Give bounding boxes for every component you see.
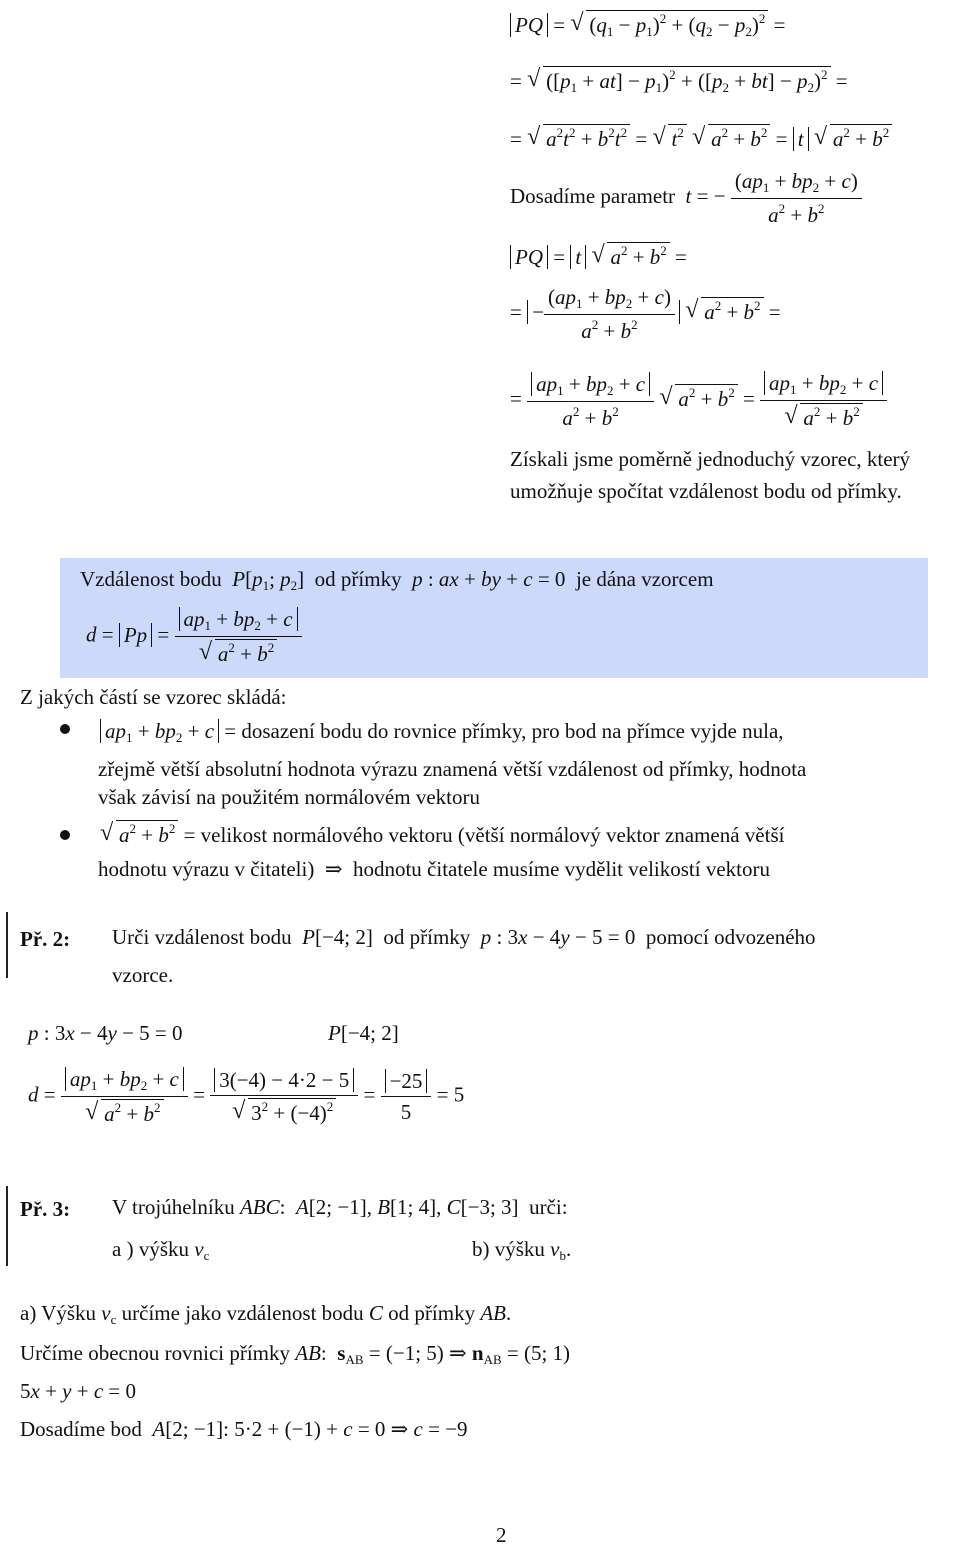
- param-line: Dosadíme parametr t = − $\frac{(ap_1 + bp_2 + c)}{a^2 + b^2}$: [510, 168, 862, 229]
- derivation-conclusion: Získali jsme poměrně jednoduchý vzorec, který umožňuje spočítat vzdálenost bodu od přímky.: [510, 447, 911, 503]
- implies-arrow-icon: ⇒: [324, 857, 343, 881]
- page-number: 2: [496, 1523, 507, 1547]
- parts-item-1-cont2: však závisí na použitém normálovém vektoru: [98, 785, 480, 809]
- example-2-label: Př. 2:: [20, 927, 71, 951]
- parts-item-2: √ $a^2 + b^2$ = velikost normálového vektoru (větší normálový vektor znamená větší: [100, 820, 784, 848]
- derivation-line-7: = $\frac{ap_1 + bp_2 + c}{a^2 + b^2}$ √ $a^2 + b^2$ = $ap_1 + bp_2 + c$ √ $a^2 + b^2$: [510, 370, 887, 432]
- example-3-task-b: b) výšku $v_b$.: [472, 1237, 572, 1263]
- bullet-2: [60, 830, 70, 840]
- highlight-sentence: Vzdálenost bodu $P[p_1$; $p_2$] od přímky p : ax + by + c = 0 je dána vzorcem: [80, 567, 714, 593]
- example-2-task: Urči vzdálenost bodu P[−4; 2] od přímky p : 3x − 4y − 5 = 0 pomocí odvozeného: [112, 925, 816, 949]
- derivation-line-3: = √ $a^2t^2 + b^2t^2$ = √ $t^2$ √ $a^2 + b^2 = t$ √ $a^2 + b^2$: [510, 124, 892, 152]
- parts-item-1-cont: zřejmě větší absolutní hodnota výrazu znamená větší vzdálenost od přímky, hodnota: [98, 757, 807, 781]
- example-2-given-point: P[−4; 2]: [328, 1021, 399, 1045]
- bullet-1: [60, 724, 70, 734]
- example-2-task-cont: vzorce.: [112, 963, 174, 987]
- example-3-sol-1: a) Výšku $v_c$ určíme jako vzdálenost bodu C od přímky AB.: [20, 1301, 512, 1327]
- example-2-rule: [6, 912, 8, 978]
- derivation-line-5: PQ = t √ $a^2 + b^2$ =: [510, 242, 687, 270]
- param-label: Dosadíme parametr: [510, 184, 676, 209]
- example-3-task-a: a ) výšku $v_c$: [112, 1237, 210, 1263]
- example-3-sol-2: Určíme obecnou rovnici přímky AB: $s_{AB} = (-1$; 5) ⇒ $n_{AB} = (5$; 1): [20, 1341, 571, 1367]
- derivation-line-2: = √ $([p_1 + at] - p_1)^2 + ([p_2 + bt] - p_2)^2$ =: [510, 66, 848, 96]
- example-3-label: Př. 3:: [20, 1197, 71, 1221]
- parts-item-1: $ap_1 + bp_2 + c$ = dosazení bodu do rovnice přímky, pro bod na přímce vyjde nula,: [100, 718, 784, 746]
- example-3-sol-3: 5x + y + c = 0: [20, 1379, 137, 1403]
- example-3-rule: [6, 1186, 8, 1266]
- example-3-task: V trojúhelníku ABC: A[2; −1], B[1; 4], C[−3; 3] urči:: [112, 1195, 568, 1219]
- parts-heading: Z jakých částí se vzorec skládá:: [20, 685, 287, 709]
- parts-item-2-cont: hodnotu výrazu v čitateli) ⇒ hodnotu čitatele musíme vydělit velikostí vektoru: [98, 857, 770, 881]
- derivation-line-1: PQ = √ $(q_1 - p_1)^2 + (q_2 - p_2)^2$ =: [510, 10, 785, 40]
- example-2-given-line: p : 3x − 4y − 5 = 0: [28, 1021, 183, 1045]
- highlight-formula: d = Pp = $ap_1 + bp_2 + c$ √ $a^2 + b^2$: [86, 606, 302, 668]
- example-2-solution: d = $ap_1 + bp_2 + c$ √ $a^2 + b^2$ = 3(−4) − 4·2 − 5 √ $3^2 + (-4)^2$ = $\frac{-25}{5}$ = 5: [28, 1066, 464, 1128]
- derivation-line-6: = − $\frac{(ap_1 + bp_2 + c)}{a^2 + b^2}$ √ $a^2 + b^2$ =: [510, 284, 781, 345]
- example-3-sol-4: Dosadíme bod A[2; −1]: 5·2 + (−1) + c = 0 ⇒ c = −9: [20, 1417, 468, 1441]
